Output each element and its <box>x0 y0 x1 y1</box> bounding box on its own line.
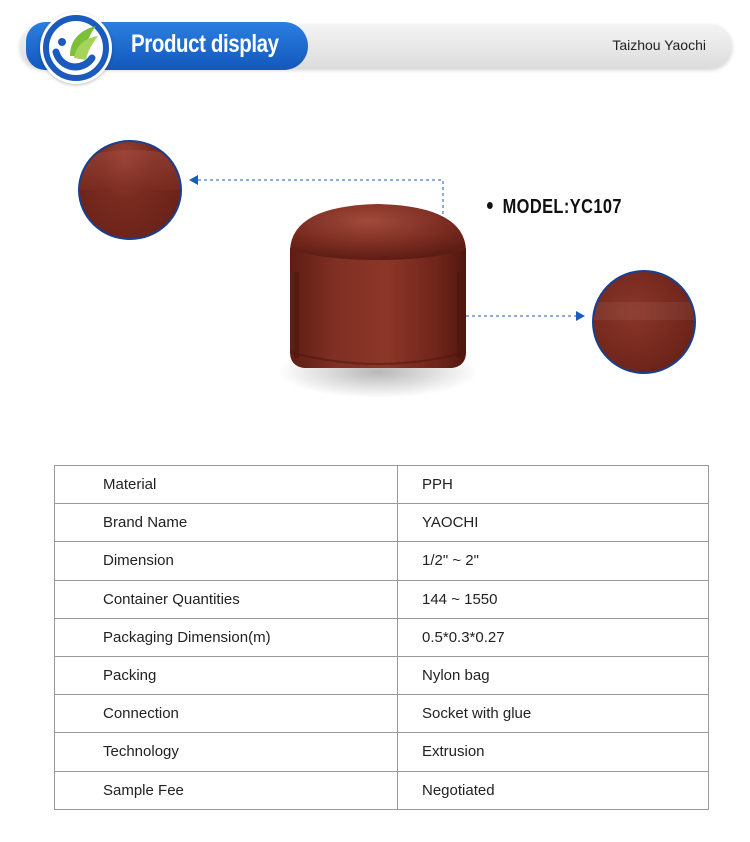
model-text: MODEL:YC107 <box>502 196 622 218</box>
spec-key: Sample Fee <box>55 771 398 809</box>
table-row <box>55 580 709 618</box>
spec-value: Socket with glue <box>398 695 709 733</box>
table-row <box>55 618 709 656</box>
spec-value: 0.5*0.3*0.27 <box>398 618 709 656</box>
yaochi-logo-icon <box>40 12 112 84</box>
spec-value: 1/2" ~ 2" <box>398 542 709 580</box>
spec-value: Nylon bag <box>398 656 709 694</box>
detail-zoom-side <box>592 270 696 374</box>
callout-arrow-right <box>576 311 585 321</box>
callout-arrow-top <box>189 175 198 185</box>
table-row <box>55 504 709 542</box>
spec-value: 144 ~ 1550 <box>398 580 709 618</box>
spec-key: Technology <box>55 733 398 771</box>
spec-key: Dimension <box>55 542 398 580</box>
table-row <box>55 695 709 733</box>
page-title: Product display <box>131 30 279 58</box>
spec-table <box>54 465 709 810</box>
spec-value: YAOCHI <box>398 504 709 542</box>
spec-value: Extrusion <box>398 733 709 771</box>
spec-key: Packaging Dimension(m) <box>55 618 398 656</box>
spec-value: PPH <box>398 466 709 504</box>
table-row <box>55 733 709 771</box>
table-row <box>55 656 709 694</box>
model-label <box>487 196 622 219</box>
company-name: Taizhou Yaochi <box>612 37 706 53</box>
table-row <box>55 466 709 504</box>
spec-value: Negotiated <box>398 771 709 809</box>
pipe-end-cap-image <box>280 200 480 440</box>
spec-key: Container Quantities <box>55 580 398 618</box>
bullet-icon <box>487 202 493 209</box>
spec-key: Material <box>55 466 398 504</box>
spec-key: Brand Name <box>55 504 398 542</box>
table-row <box>55 771 709 809</box>
spec-key: Packing <box>55 656 398 694</box>
product-display-area <box>0 100 750 460</box>
table-row <box>55 542 709 580</box>
detail-zoom-top <box>78 140 182 240</box>
spec-key: Connection <box>55 695 398 733</box>
